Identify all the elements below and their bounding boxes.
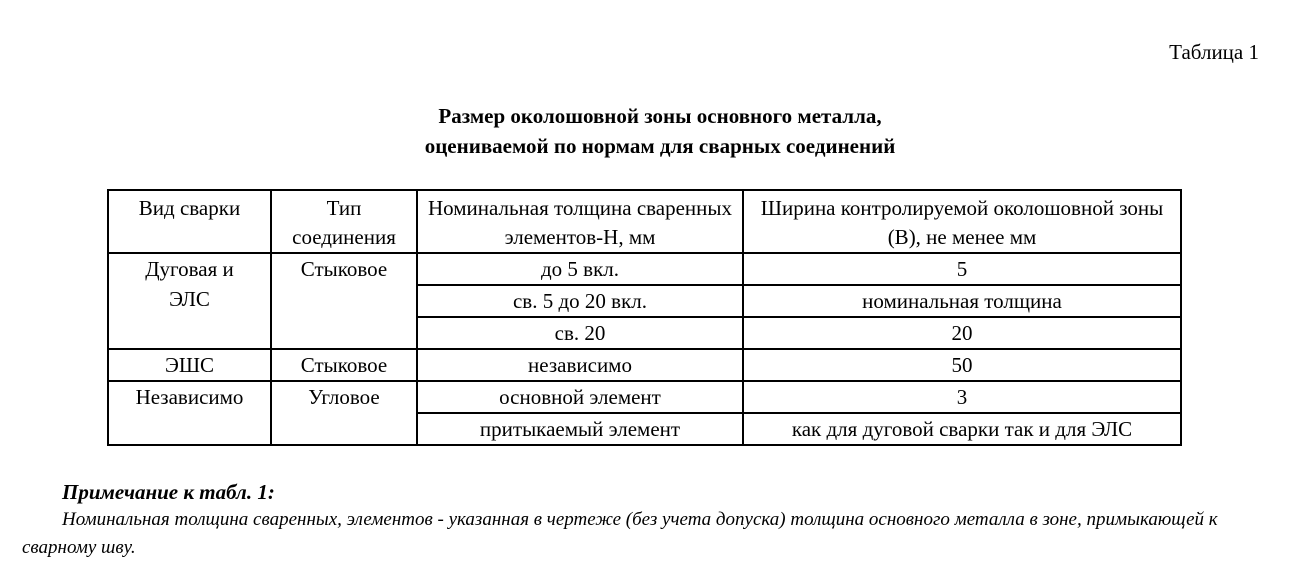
cell-weld-type: Независимо: [108, 381, 271, 445]
cell-joint-type: Стыковое: [271, 349, 417, 381]
cell-thickness: независимо: [417, 349, 743, 381]
cell-zone-width: 5: [743, 253, 1181, 285]
note-title: Примечание к табл. 1:: [62, 480, 275, 504]
cell-thickness: притыкаемый элемент: [417, 413, 743, 445]
cell-zone-width: 3: [743, 381, 1181, 413]
cell-thickness: до 5 вкл.: [417, 253, 743, 285]
table-title-line-1: Размер околошовной зоны основного металла,: [438, 104, 882, 128]
cell-zone-width: номинальная толщина: [743, 285, 1181, 317]
cell-zone-width: 50: [743, 349, 1181, 381]
table-note: [22, 478, 1285, 562]
table-row: [108, 253, 1181, 285]
table-header-row: [108, 190, 1181, 253]
cell-joint-type: Стыковое: [271, 253, 417, 349]
table-title: [0, 101, 1305, 161]
cell-weld-type: ЭШС: [108, 349, 271, 381]
table-number: Таблица 1: [1169, 40, 1259, 64]
header-joint-type: Тип соединения: [271, 190, 417, 253]
header-thickness: Номинальная толщина сваренных элементов-Н, мм: [417, 190, 743, 253]
table-row: [108, 349, 1181, 381]
cell-joint-type: Угловое: [271, 381, 417, 445]
cell-zone-width: как для дуговой сварки так и для ЭЛС: [743, 413, 1181, 445]
cell-weld-type: Дуговая и ЭЛС: [108, 253, 271, 349]
table-row: [108, 381, 1181, 413]
cell-thickness: св. 5 до 20 вкл.: [417, 285, 743, 317]
cell-thickness: основной элемент: [417, 381, 743, 413]
weld-zone-table: [107, 189, 1182, 446]
cell-zone-width: 20: [743, 317, 1181, 349]
header-zone-width: Ширина контролируемой околошовной зоны (В), не менее мм: [743, 190, 1181, 253]
table-title-line-2: оцениваемой по нормам для сварных соединений: [424, 134, 896, 158]
cell-thickness: св. 20: [417, 317, 743, 349]
header-weld-type: Вид сварки: [108, 190, 271, 253]
note-text: Номинальная толщина сваренных, элементов - указанная в чертеже (без учета допуска) толщина основного металла в зоне, примыкающей к сварному шву.: [22, 509, 1218, 558]
